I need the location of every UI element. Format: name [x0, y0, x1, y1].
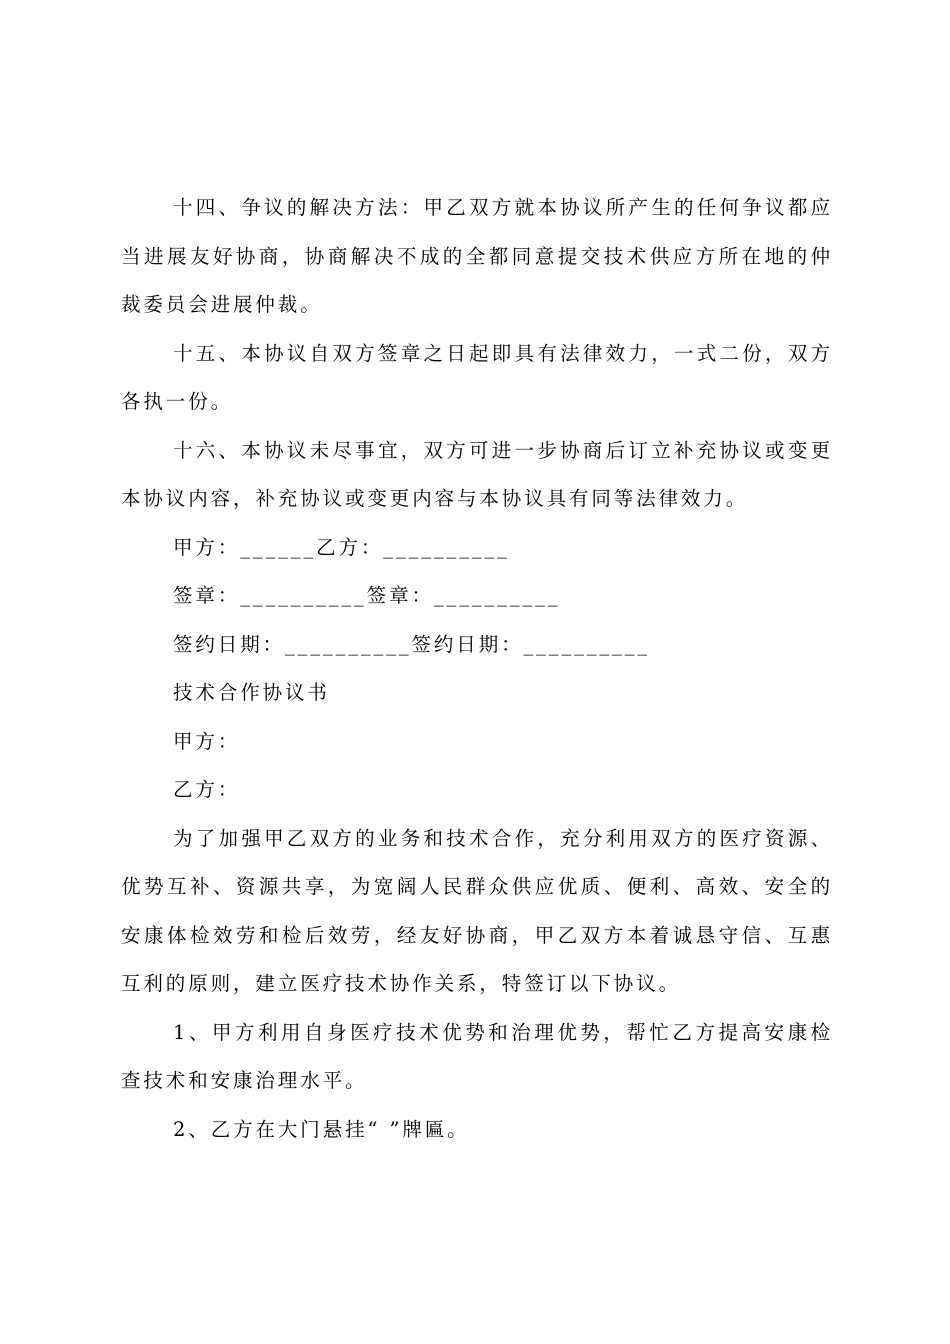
document-body: [121, 184, 833, 1154]
agreement-title: 技术合作协议书: [173, 681, 330, 704]
signature-date-line: 签约日期：__________签约日期：__________: [173, 632, 650, 656]
clause-15: 十五、本协议自双方签章之日起即具有法律效力，一式二份，双方各执一份。: [121, 341, 833, 413]
clause-16: 十六、本协议未尽事宜，双方可进一步协商后订立补充协议或变更本协议内容，补充协议或变更内容与本协议具有同等法律效力。: [121, 438, 833, 510]
agreement-item-1: 1、甲方利用自身医疗技术优势和治理优势，帮忙乙方提高安康检查技术和安康治理水平。: [121, 1020, 833, 1092]
party-b-label: 乙方：: [173, 778, 241, 801]
signature-parties-line: 甲方：______乙方：__________: [173, 535, 510, 559]
signature-seal-line: 签章：__________签章：__________: [173, 584, 561, 607]
party-a-label: 甲方：: [173, 729, 241, 753]
clause-14: 十四、争议的解决方法：甲乙双方就本协议所产生的任何争议都应当进展友好协商，协商解决不成的全都同意提交技术供应方所在地的仲裁委员会进展仲裁。: [121, 196, 833, 316]
agreement-item-2: 2、乙方在大门悬挂“ ”牌匾。: [173, 1117, 470, 1141]
agreement-intro: 为了加强甲乙双方的业务和技术合作，充分利用双方的医疗资源、优势互补、资源共享，为宽阔人民群众供应优质、便利、高效、安全的安康体检效劳和检后效劳，经友好协商，甲乙双方本着诚恳守信、互惠互利的原则，建立医疗技术协作关系，特签订以下协议。: [121, 826, 833, 995]
